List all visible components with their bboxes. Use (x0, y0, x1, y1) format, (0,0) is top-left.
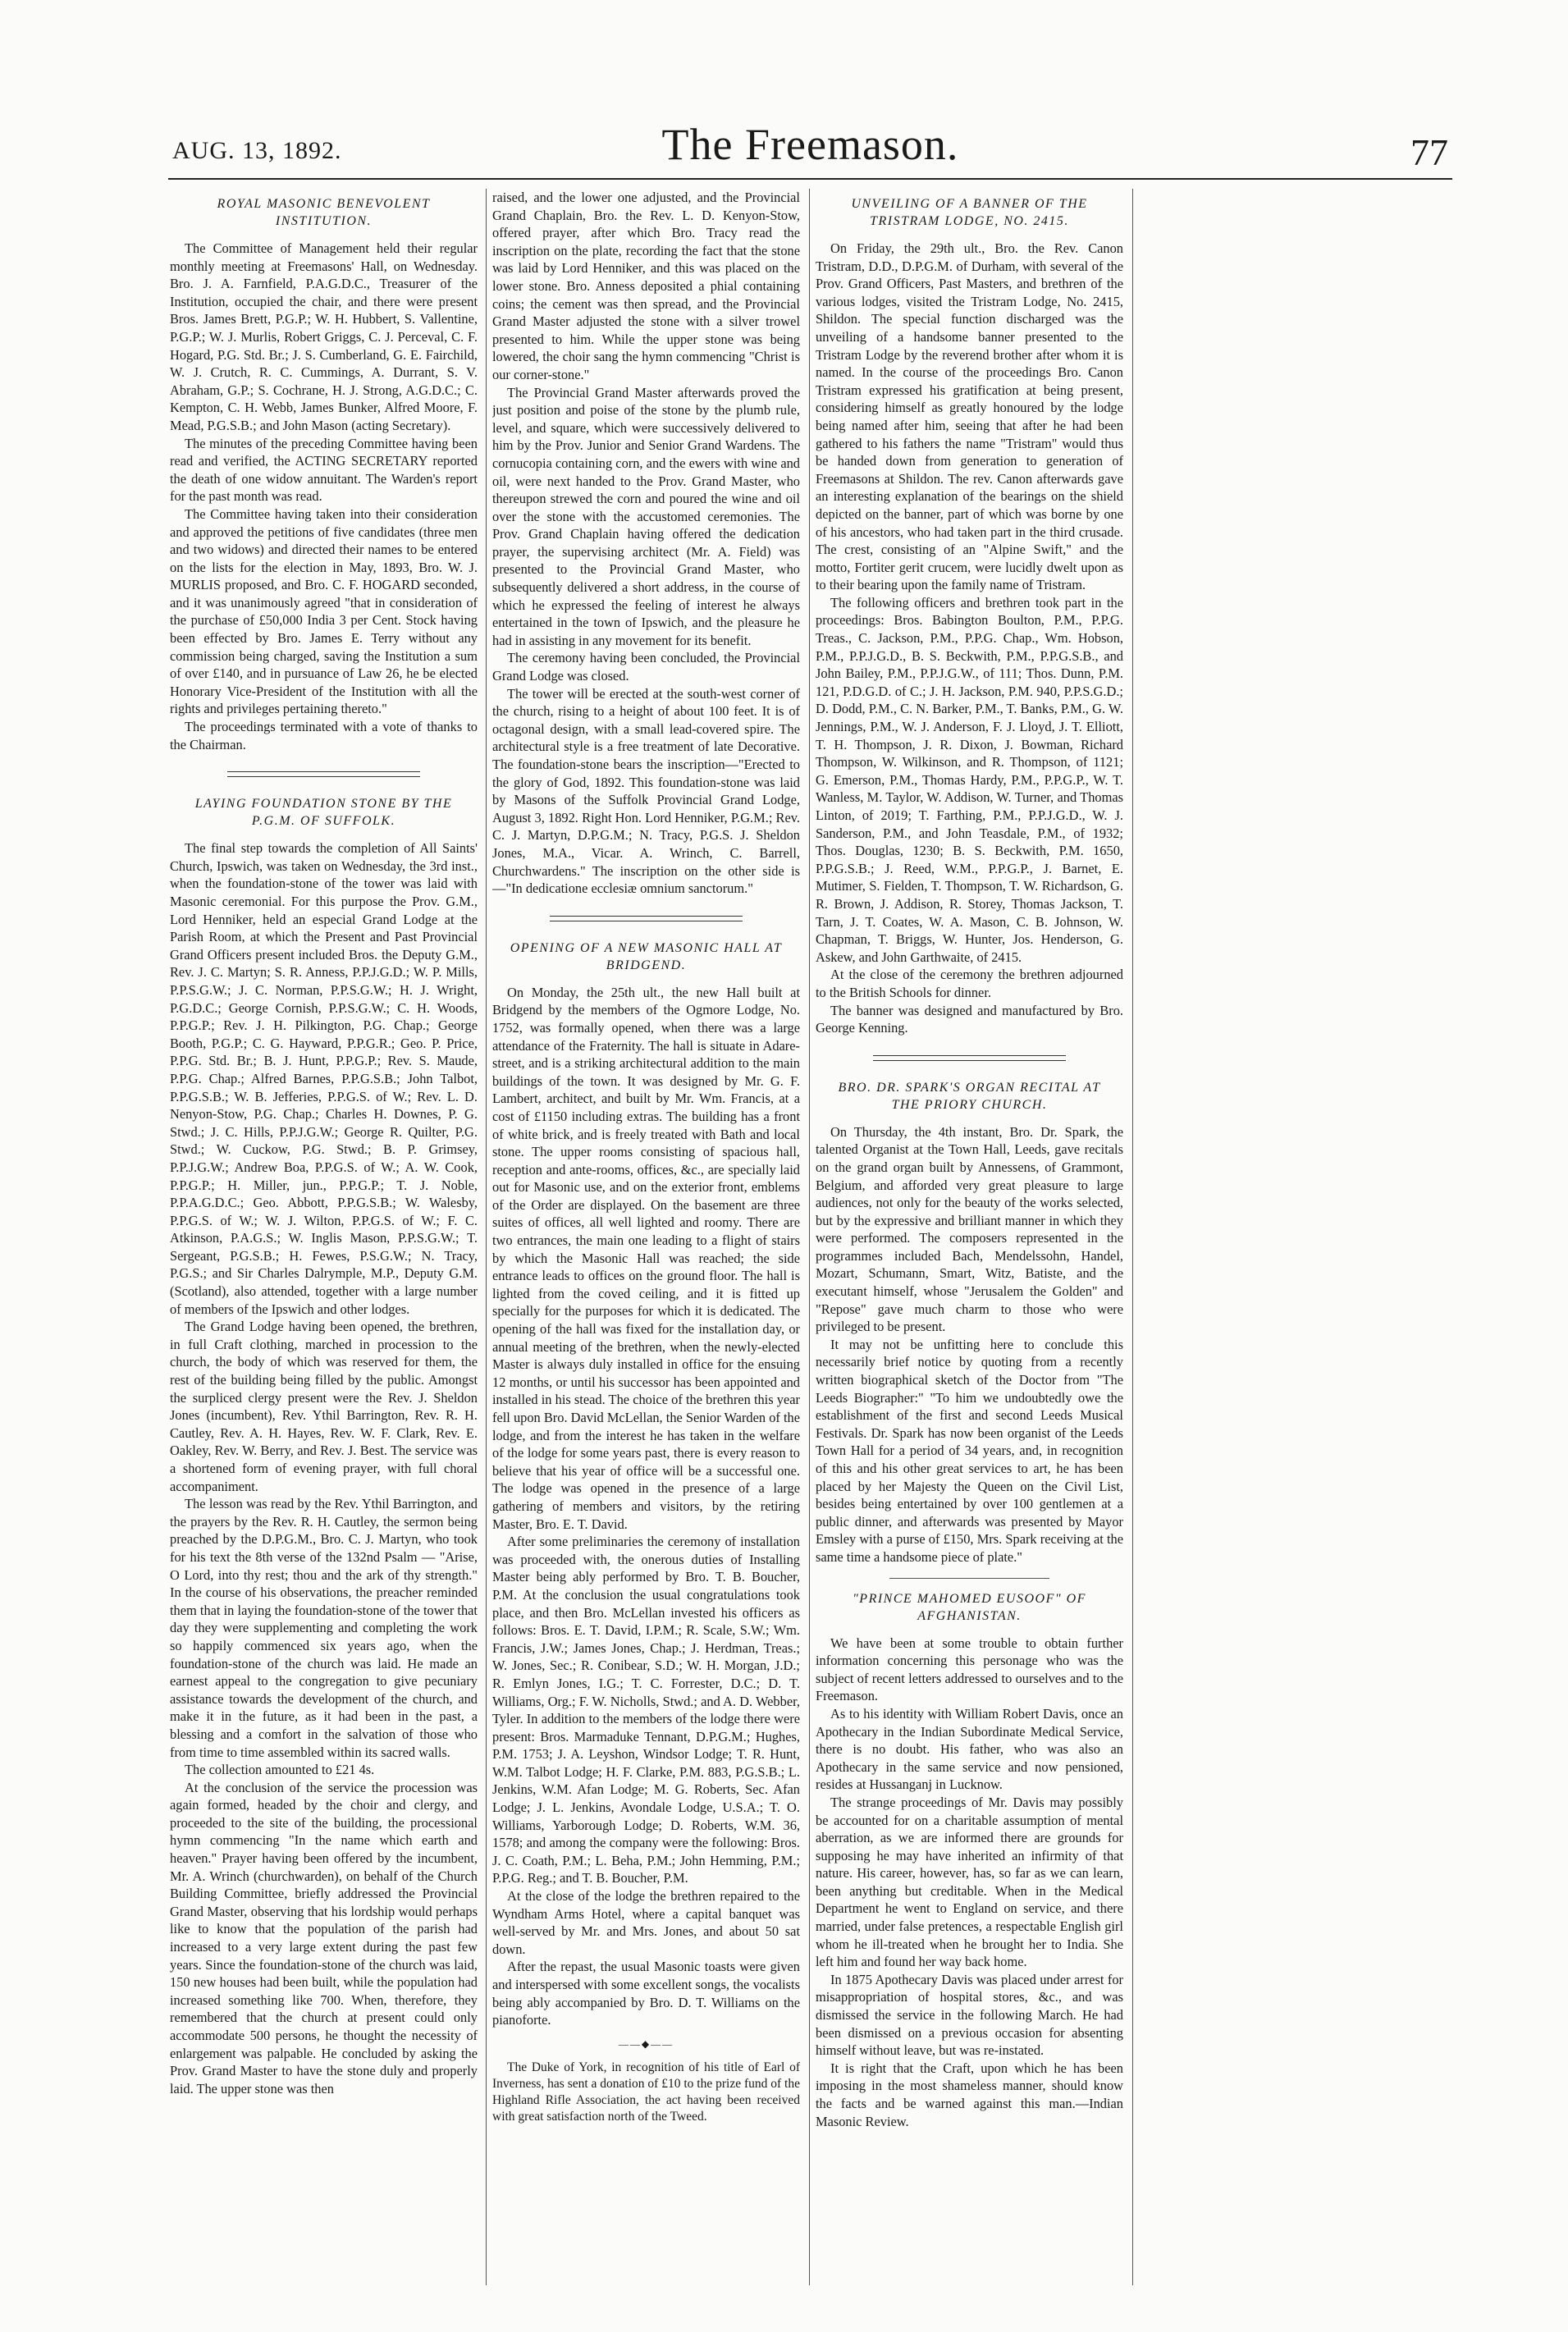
paragraph: The Provincial Grand Master afterwards proved the just position and poise of the stone by the plumb rule, level, and square, which were successively delivered to him by the Prov. Junior and Senior Grand Wardens. The cornucopia containing corn, and the ewers with wine and oil, were next handed to the Prov. Grand Master, who thereupon strewed the corn and poured the wine and oil over the stone with the accustomed ceremonies. The Prov. Grand Chaplain having offered the dedication prayer, the supervising architect (Mr. A. Field) was presented to the Provincial Grand Master, who subsequently delivered a short address, in the course of which he expressed the feeling of interest he always entertained in the town of Ipswich, and the pleasure he had in assisting in any movement for its benefit. (492, 384, 800, 648)
paragraph: The tower will be erected at the south-west corner of the church, rising to a height of about 100 feet. It is of octagonal design, with a small lead-covered spire. The architectural style is a free treatment of late Decorative. The foundation-stone bears the inscription—"Erected to the glory of God, 1892. This foundation-stone was laid by Masons of the Suffolk Provincial Grand Lodge, August 3, 1892. Right Hon. Lord Henniker, P.G.M.; Rev. C. J. Martyn, D.P.G.M.; N. Tracy, P.G.S. J. Sheldon Jones, M.A., Vicar. A. Wrinch, C. Barrell, Churchwardens." The inscription on the other side is—"In dedicatione ecclesiæ omnium sanctorum." (492, 685, 800, 897)
paragraph: The strange proceedings of Mr. Davis may possibly be accounted for on a charitable assumption of mental aberration, as we are informed there are grounds for supposing he may have inherited an infirmity of that nature. His career, however, has, so far as we can learn, been anything but creditable. When in the Medical Department he went to England on service, and there married, under false pretences, a respectable English girl whom he ill-treated when he brought her to India. She left him and found her way back home. (816, 1794, 1123, 1970)
masthead (168, 119, 1452, 185)
paragraph: At the conclusion of the service the procession was again formed, headed by the choir and clergy, and proceeded to the site of the building, the processional hymn commencing "In the name which earth and heaven." Prayer having been offered by the incumbent, Mr. A. Wrinch (churchwarden), on behalf of the Church Building Committee, briefly addressed the Provincial Grand Master, observing that his lordship would perhaps like to know that the population of the parish had increased to a very large extent during the past few years. Since the foundation-stone of the church was laid, 150 new houses had been built, while the population had increased something like 700. When, therefore, they remembered that the church at present could only accommodate 500 persons, he thought the necessity of enlargement was palpable. He concluded by asking the Prov. Grand Master to have the stone duly and properly laid. The upper stone was then (170, 1779, 478, 2097)
masthead-rule (168, 178, 1452, 180)
article-heading-rmbi: ROYAL MASONIC BENEVOLENT INSTITUTION. (217, 197, 431, 228)
paragraph: After the repast, the usual Masonic toasts were given and interspersed with some excellent songs, the vocalists being ably accompanied by Bro. D. T. Williams on the pianoforte. (492, 1959, 800, 2028)
paragraph: The final step towards the completion of All Saints' Church, Ipswich, was taken on Wednesday, the 3rd inst., when the foundation-stone of the tower was laid with Masonic ceremonial. For this purpose the Prov. G.M., Lord Henniker, held an especial Grand Lodge at the Parish Room, at which the Present and Past Provincial Grand Officers present included Bros. the Deputy G.M., Rev. J. C. Martyn; S. R. Anness, P.P.J.G.D.; W. P. Mills, P.P.S.G.W.; J. C. Norman, P.P.S.G.W.; H. J. Wright, P.G.D.C.; George Cornish, P.P.S.G.W.; C. H. Woods, P.P.G.P.; Rev. J. H. Pilkington, P.G. Chap.; George Booth, P.G.P.; C. G. Hayward, P.P.G.R.; Geo. P. Price, P.P.G. Std. Br.; B. J. Hunt, P.P.G.P.; Rev. S. Maude, P.P.G. Chap.; Alfred Barnes, P.P.G.S.B.; John Talbot, P.P.G.S.B.; W. B. Jefferies, P.P.G.S. of W.; Rev. L. D. Nenyon-Stow, P.G. Chap.; Charles H. Downes, P. G. Stwd.; J. C. Hills, P.P.J.G.W.; George R. Quilter, P.G. Stwd.; W. Cuckow, P.G. Stwd.; B. P. Grimsey, P.P.J.G.W.; Andrew Boa, P.P.G.S. of W.; A. W. Cook, P.P.G.P.; H. Miller, jun., P.P.G.P.; T. J. Noble, P.P.A.G.D.C.; Geo. Abbott, P.P.G.S.B.; W. Walesby, P.P.G.S. of W.; W. J. Wilton, P.P.G.S. of W.; F. C. Atkinson, P.A.G.S.; W. Inglis Mason, P.P.S.G.W.; T. Sergeant, P.G.S.B.; H. Fewes, P.S.G.W.; N. Tracy, P.G.S.; and Sir Charles Dalrymple, M.P., Deputy G.M. (Scotland), also attended, together with a large number of members of the Ipswich and other lodges. (170, 840, 478, 1317)
paragraph: At the close of the ceremony the brethren adjourned to the British Schools for dinner. (816, 967, 1123, 1000)
article-heading-spark: BRO. DR. SPARK'S ORGAN RECITAL AT THE PRIORY CHURCH. (838, 1080, 1101, 1112)
column-divider (809, 189, 810, 2285)
paragraph: The Committee having taken into their consideration and approved the petitions of five candidates (three men and two widows) and directed their names to be entered on the lists for the election in May, 1893, Bro. W. J. MURLIS proposed, and Bro. C. F. HOGARD seconded, and it was unanimously agreed "that in consideration of the purchase of £50,000 India 3 per Cent. Stock having been effected by Bro. James E. Terry without any commission being charged, saving the Institution a sum of over £140, and in pursuance of Law 26, he be elected Honorary Vice-President of the Institution with all the rights and privileges pertaining thereto." (170, 505, 478, 717)
paragraph: The banner was designed and manufactured by Bro. George Kenning. (816, 1002, 1123, 1036)
paragraph: At the close of the lodge the brethren repaired to the Wyndham Arms Hotel, where a capital banquet was well-served by Mr. and Mrs. Jones, and about 50 sat down. (492, 1888, 800, 1957)
paragraph: The minutes of the preceding Committee having been read and verified, the ACTING SECRETARY reported the death of one widow annuitant. The Warden's report for the past month was read. (170, 435, 478, 505)
paragraph: raised, and the lower one adjusted, and the Provincial Grand Chaplain, Bro. the Rev. L. D. Kenyon-Stow, offered prayer, after which Bro. Tracy read the inscription on the plate, recording the fact that the stone was laid by Lord Henniker, and this was placed on the lower stone. Bro. Anness deposited a phial containing coins; the cement was then spread, and the Provincial Grand Master adjusted the stone with a silver trowel presented to him. While the upper stone was being lowered, the choir sang the hymn commencing "Christ is our corner-stone." (492, 190, 800, 382)
article-heading-eusoof: "PRINCE MAHOMED EUSOOF" OF AFGHANISTAN. (853, 1591, 1086, 1623)
article-heading-tristram: UNVEILING OF A BANNER OF THE TRISTRAM LODGE, NO. 2415. (851, 197, 1088, 228)
section-rule (550, 916, 743, 921)
page-number: 77 (1410, 131, 1448, 173)
column-2 (492, 189, 800, 2289)
column-4 (1139, 189, 1447, 2289)
paragraph: The proceedings terminated with a vote of thanks to the Chairman. (170, 719, 478, 752)
column-divider (486, 189, 487, 2285)
paragraph: The Grand Lodge having been opened, the brethren, in full Craft clothing, marched in procession to the church, the body of which was reserved for them, the rest of the building being filled by the public. Amongst the surpliced clergy present were the Rev. J. Sheldon Jones (incumbent), Rev. Ythil Barrington, Rev. R. H. Cautley, Rev. A. H. Hayes, Rev. W. F. Clark, Rev. E. Oakley, Rev. W. Berry, and Rev. J. Best. The service was a shortened form of evening prayer, with full choral accompaniment. (170, 1319, 478, 1494)
newspaper-title: The Freemason. (661, 120, 959, 169)
paragraph: The ceremony having been concluded, the Provincial Grand Lodge was closed. (492, 650, 800, 684)
article-heading-bridgend: OPENING OF A NEW MASONIC HALL AT BRIDGEND. (510, 940, 783, 972)
paragraph: On Thursday, the 4th instant, Bro. Dr. Spark, the talented Organist at the Town Hall, Leeds, gave recitals on the grand organ built by Annessens, of Grammont, Belgium, and afforded very great pleasure to large audiences, not only for the beauty of the works selected, but by the expressive and brilliant manner in which they were performed. The composers represented in the programmes included Bach, Mendelssohn, Handel, Mozart, Schumann, Smart, Witz, Batiste, and the executant himself, whose "Jerusalem the Golden" and "Repose" gave much charm to those who were privileged to be present. (816, 1123, 1123, 1335)
paragraph: As to his identity with William Robert Davis, once an Apothecary in the Indian Subordinate Medical Service, there is no doubt. His father, who was also an Apothecary in the same service and now pensioned, resides at Hussanganj in Lucknow. (816, 1705, 1123, 1793)
column-1 (170, 189, 478, 2289)
paragraph: On Monday, the 25th ult., the new Hall built at Bridgend by the members of the Ogmore Lodge, No. 1752, was formally opened, when there was a large attendance of the Fraternity. The hall is situate in Adare-street, and is a striking architectural addition to the main buildings of the town. It was designed by Mr. G. F. Lambert, architect, and built by Mr. Wm. Francis, at a cost of £1150 including extras. The building has a front of white brick, and is freely treated with Bath and local stone. The upper rooms consisting of spacious hall, reception and ante-rooms, offices, &c., are specially laid out for Masonic use, and on the exterior front, emblems of the Order are displayed. On the basement are three suites of offices, all well lighted and roomy. There are two entrances, the main one leading to a flight of stairs by which the Masonic Hall was reached; the side entrance leads to offices on the ground floor. The hall is lighted from the coved ceiling, and it is fitted up specially for the purposes for which it is dedicated. The opening of the hall was fixed for the installation day, or annual meeting of the brethren, when the newly-elected Master is always duly installed in office for the ensuing 12 months, or until his successor has been appointed and installed in his stead. The choice of the brethren this year fell upon Bro. David McLellan, the Senior Warden of the lodge, and from the interest he has taken in the welfare of the lodge for some years past, there is every reason to believe that his year of office will be a successful one. The lodge was opened in the presence of a large gathering of members and visitors, by the retiring Master, Bro. E. T. David. (492, 984, 800, 1532)
paragraph: The following officers and brethren took part in the proceedings: Bros. Babington Boulton, P.M., P.P.G. Treas., C. Jackson, P.M., P.P.G. Chap., Wm. Hobson, P.M., P.P.J.G.D., B. S. Beckwith, P.M., P.P.G.S.B., and John Bailey, P.M., P.P.J.G.W., of 111; Thos. Dunn, P.M. 121, P.D.G.D. of C.; J. H. Jackson, P.M. 940, P.P.S.G.D.; D. Dodd, P.M., C. N. Barker, P.M., T. Banks, P.M., G. W. Jennings, P.M., W. J. Anderson, F. J. Lloyd, J. T. Elliott, T. H. Thompson, J. R. Dixon, J. Bowman, Richard Thompson, W. Wilkinson, and R. Thompson, of 1121; G. Emerson, P.M., Thomas Hardy, P.M., P.P.G.P., W. T. Wanless, M. Taylor, W. Addison, W. Turner, and Thomas Linton, of 2019; T. Farthing, P.M., P.P.J.G.D., W. J. Sanderson, P.M., and John Teasdale, P.M., of 1932; Thos. Douglas, 1230; B. S. Beckwith, P.M. 1650, P.P.G.S.B.; J. Reed, W.M., P.P.G.P., J. Barnet, E. Mutimer, S. Fielden, T. Thompson, T. W. Richardson, G. R. Brown, J. Addison, R. Storey, Thomas Jackson, T. Tarn, J. T. Coates, W. A. Mason, C. B. Johnson, W. Chapman, T. Briggs, W. Hunter, Jos. Henderson, G. Askew, and John Garthwaite, of 2415. (816, 594, 1123, 965)
column-3 (816, 189, 1123, 2289)
paragraph: The lesson was read by the Rev. Ythil Barrington, and the prayers by the Rev. R. H. Cautley, the sermon being preached by the D.P.G.M., Bro. C. J. Martyn, who took for his text the 8th verse of the 132nd Psalm — "Arise, O Lord, into thy rest; thou and the ark of thy strength." In the course of his observations, the preacher reminded them that in laying the foundation-stone of the tower that day they were supplementing and completing the work so happily commenced six years ago, when the foundation-stone of the church was laid. He made an earnest appeal to the congregation to give pecuniary assistance towards the development of the church, and make it in the future, as it had been in the past, a blessing and a comfort in the salvation of those who from time to time assembled within its sacred walls. (170, 1496, 478, 1760)
paragraph: It is right that the Craft, upon which he has been imposing in the most shameless manner, should know the facts and be warned against this man.—Indian Masonic Review. (816, 2060, 1123, 2129)
paragraph: The Committee of Management held their regular monthly meeting at Freemasons' Hall, on Wednesday. Bro. J. A. Farnfield, P.A.G.D.C., Treasurer of the Institution, occupied the chair, and there were present Bros. James Brett, P.G.P.; W. H. Hubbert, S. Vallentine, P.G.P.; W. J. Murlis, Robert Griggs, C. J. Perceval, C. F. Hogard, P.G. Std. Br.; J. S. Cumberland, G. E. Fairchild, W. J. Crutch, R. C. Cummings, A. Durrant, S. V. Abraham, G.P.; S. Cochrane, H. J. Strong, A.G.D.C.; C. Kempton, C. H. Webb, James Bunker, Alfred Moore, F. Mead, P.G.S.B.; and John Mason (acting Secretary). (170, 240, 478, 433)
paragraph: We have been at some trouble to obtain further information concerning this personage who was the subject of recent letters addressed to ourselves and to the Freemason. (816, 1635, 1123, 1704)
section-rule (873, 1055, 1066, 1061)
section-rule (227, 771, 420, 777)
paragraph: On Friday, the 29th ult., Bro. the Rev. Canon Tristram, D.D., D.P.G.M. of Durham, with several of the Prov. Grand Officers, Past Masters, and brethren of the various lodges, visited the Tristram Lodge, No. 2415, Shildon. The special function discharged was the unveiling of a handsome banner presented to the Tristram Lodge by the reverend brother after whom it is named. In the course of the proceedings Bro. Canon Tristram expressed his gratification at being present, considering himself as greatly honoured by the lodge being named after him, seeing that after he had been gathered to his fathers the name "Tristram" would thus be handed down from generation to generation of Freemasons at Shildon. The rev. Canon afterwards gave an interesting explanation of the bearings on the shield depicted on the banner, part of which was borne by one of his ancestors, who had taken part in the third crusade. The crest, consisting of an "Alpine Swift," and the motto, Fortiter gerit crucem, were lucidly dwelt upon as to their bearing upon the family name of Tristram. (816, 240, 1123, 593)
article-heading-suffolk: LAYING FOUNDATION STONE BY THE P.G.M. OF SUFFOLK. (194, 797, 453, 829)
paragraph: The Duke of York, in recognition of his title of Earl of Inverness, has sent a donation of £10 to the prize fund of the Highland Rifle Association, the act having been received with great satisfaction north of the Tweed. (492, 2060, 800, 2124)
separator-ornament: ——◆—— (618, 2037, 674, 2050)
paragraph: The collection amounted to £21 4s. (185, 1762, 375, 1778)
paragraph: It may not be unfitting here to conclude this necessarily brief notice by quoting from a recently written biographical sketch of the Doctor from "The Leeds Biographer:" "To him we undoubtedly owe the establishment of the first and second Leeds Musical Festivals. Dr. Spark has now been organist of the Leeds Town Hall for a period of 34 years, and, in recognition of this and his other great services to art, he has been placed by her Majesty the Queen on the Civil List, besides being entertained by over 100 gentlemen at a public dinner, and afterwards was presented by Mayor Emsley with a purse of £150, Mrs. Spark receiving at the same time a handsome piece of plate." (816, 1336, 1123, 1565)
column-divider (1132, 189, 1133, 2285)
issue-date: AUG. 13, 1892. (172, 137, 342, 164)
section-rule (889, 1578, 1049, 1579)
paragraph: In 1875 Apothecary Davis was placed under arrest for misappropriation of hospital stores, &c., and was dismissed the service in the following March. He had been dismissed on a previous occasion for absenting himself without leave, but was re-instated. (816, 1971, 1123, 2059)
paragraph: After some preliminaries the ceremony of installation was proceeded with, the onerous duties of Installing Master being ably performed by Bro. T. B. Boucher, P.M. At the conclusion the usual congratulations took place, and then Bro. McLellan invested his officers as follows: Bros. E. T. David, I.P.M.; R. Scale, S.W.; Wm. Francis, J.W.; James Jones, Chap.; J. Herdman, Treas.; W. Jones, Sec.; R. Conibear, S.D.; W. H. Morgan, J.D.; R. Emlyn Jones, I.G.; T. C. Forrester, D.C.; D. T. Williams, Org.; F. W. Nicholls, Stwd.; and A. D. Webber, Tyler. In addition to the members of the lodge there were present: Bros. Marmaduke Tennant, D.P.G.M.; Hughes, P.M. 1753; J. A. Leyshon, Windsor Lodge; T. R. Hunt, W.M. Talbot Lodge; H. F. Clarke, P.M. 883, P.G.S.B.; L. Jenkins, W.M. Afan Lodge; M. G. Roberts, Sec. Afan Lodge; J. L. Jenkins, Avondale Lodge, U.S.A.; T. O. Williams, Yarborough Lodge; D. Roberts, W.M. 36, 1578; and among the company were the following: Bros. J. C. Coath, P.M.; L. Beha, P.M.; John Hemming, P.M.; P.P.G. Reg.; and T. B. Boucher, P.M. (492, 1534, 800, 1886)
